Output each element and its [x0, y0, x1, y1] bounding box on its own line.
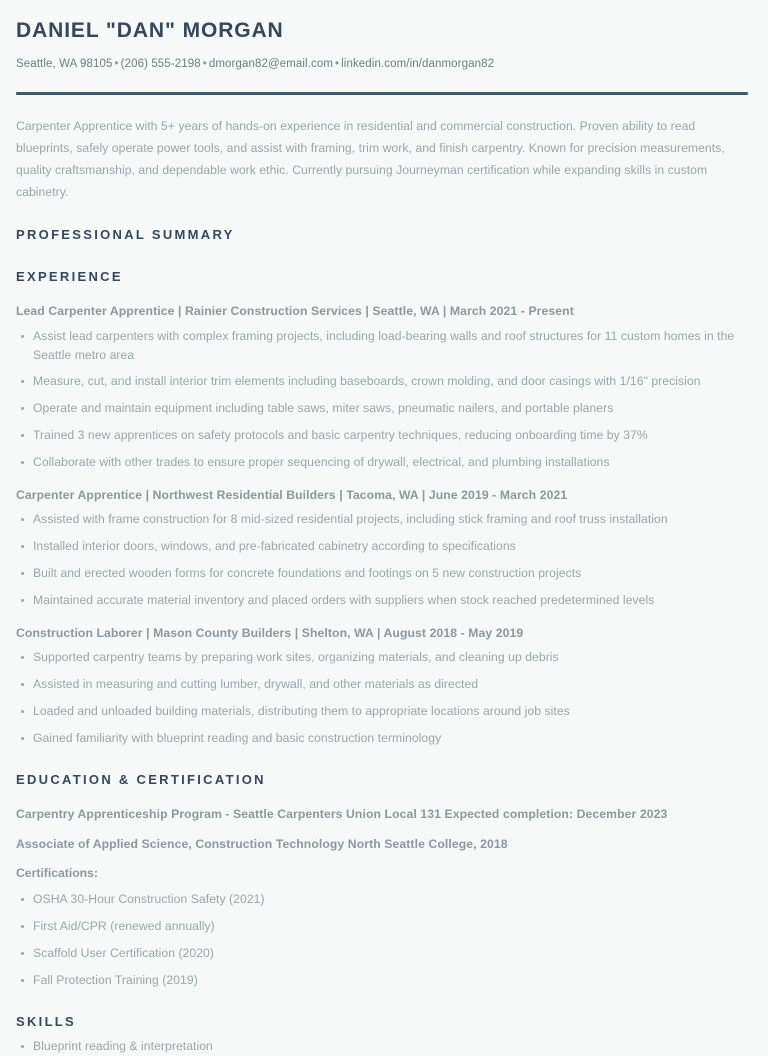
contact-email[interactable]: dmorgan82@email.com [208, 58, 334, 71]
job-bullet-list [16, 648, 748, 748]
contact-phone: (206) 555-2198 [120, 58, 201, 71]
skills-list [16, 1037, 748, 1056]
section-title-professional-summary: PROFESSIONAL SUMMARY [16, 227, 235, 243]
list-item: Scaffold User Certification (2020) [16, 944, 748, 963]
job-bullet-list [16, 327, 748, 472]
job-heading: Lead Carpenter Apprentice | Rainier Construction Services | Seattle, WA | March 2021 - Present [16, 304, 574, 319]
job-heading: Carpenter Apprentice | Northwest Residential Builders | Tacoma, WA | June 2019 - March 2021 [16, 488, 568, 503]
education-entry: Associate of Applied Science, Construction Technology North Seattle College, 2018 [16, 836, 508, 851]
list-item: Operate and maintain equipment including table saws, miter saws, pneumatic nailers, and portable planers [16, 399, 748, 418]
list-item: Trained 3 new apprentices on safety protocols and basic carpentry techniques, reducing onboarding time by 37% [16, 426, 748, 445]
contact-line [16, 56, 748, 73]
list-item: Fall Protection Training (2019) [16, 971, 748, 990]
list-item: OSHA 30-Hour Construction Safety (2021) [16, 890, 748, 909]
list-item: Assist lead carpenters with complex framing projects, including load-bearing walls and roof structures for 11 custom homes in the Seattle metro area [16, 327, 748, 365]
section-title-skills: SKILLS [16, 1013, 77, 1029]
contact-separator: • [335, 58, 340, 71]
list-item: Gained familiarity with blueprint reading and basic construction terminology [16, 729, 748, 748]
list-item: Built and erected wooden forms for concrete foundations and footings on 5 new construction projects [16, 564, 748, 583]
job-heading: Construction Laborer | Mason County Builders | Shelton, WA | August 2018 - May 2019 [16, 625, 524, 640]
list-item: Maintained accurate material inventory and placed orders with suppliers when stock reached predetermined levels [16, 591, 748, 610]
contact-linkedin[interactable]: linkedin.com/in/danmorgan82 [341, 58, 495, 71]
list-item: Blueprint reading & interpretation [16, 1037, 748, 1056]
list-item: Measure, cut, and install interior trim elements including baseboards, crown molding, and door casings with 1/16" precision [16, 372, 748, 391]
contact-location: Seattle, WA 98105 [16, 58, 113, 71]
list-item: Collaborate with other trades to ensure proper sequencing of drywall, electrical, and plumbing installations [16, 453, 748, 472]
list-item: Loaded and unloaded building materials, distributing them to appropriate locations around job sites [16, 702, 748, 721]
education-entry: Carpentry Apprenticeship Program - Seattle Carpenters Union Local 131 Expected completion: December 2023 [16, 807, 668, 822]
job-bullet-list [16, 510, 748, 610]
page-title: DANIEL "DAN" MORGAN [16, 19, 284, 42]
contact-separator: • [202, 58, 207, 71]
contact-separator: • [114, 58, 119, 71]
list-item: First Aid/CPR (renewed annually) [16, 917, 748, 936]
experience-job [16, 486, 748, 610]
section-title-experience: EXPERIENCE [16, 268, 123, 284]
certifications-label: Certifications: [16, 865, 98, 880]
list-item: Assisted in measuring and cutting lumber, drywall, and other materials as directed [16, 675, 748, 694]
section-skills [16, 1012, 748, 1056]
certifications-list [16, 890, 748, 990]
section-experience [16, 267, 748, 748]
section-education [16, 770, 748, 990]
experience-job [16, 302, 748, 472]
list-item: Installed interior doors, windows, and pre-fabricated cabinetry according to specifications [16, 537, 748, 556]
summary-paragraph: Carpenter Apprentice with 5+ years of hands-on experience in residential and commercial construction. Proven ability to read blueprints, safely operate power tools, and assist with framing, trim work, and finish carpentry. Known for precision measurements, quality craftsmanship, and dependable work ethic. Currently pursuing Journeyman certification while expanding skills in custom cabinetry. [16, 118, 725, 200]
section-professional-summary [16, 225, 748, 245]
header-divider [16, 92, 748, 95]
experience-job [16, 624, 748, 748]
list-item: Supported carpentry teams by preparing work sites, organizing materials, and cleaning up debris [16, 648, 748, 667]
list-item: Assisted with frame construction for 8 mid-sized residential projects, including stick framing and roof truss installation [16, 510, 748, 529]
resume-header [16, 0, 748, 95]
section-title-education: EDUCATION & CERTIFICATION [16, 771, 266, 787]
